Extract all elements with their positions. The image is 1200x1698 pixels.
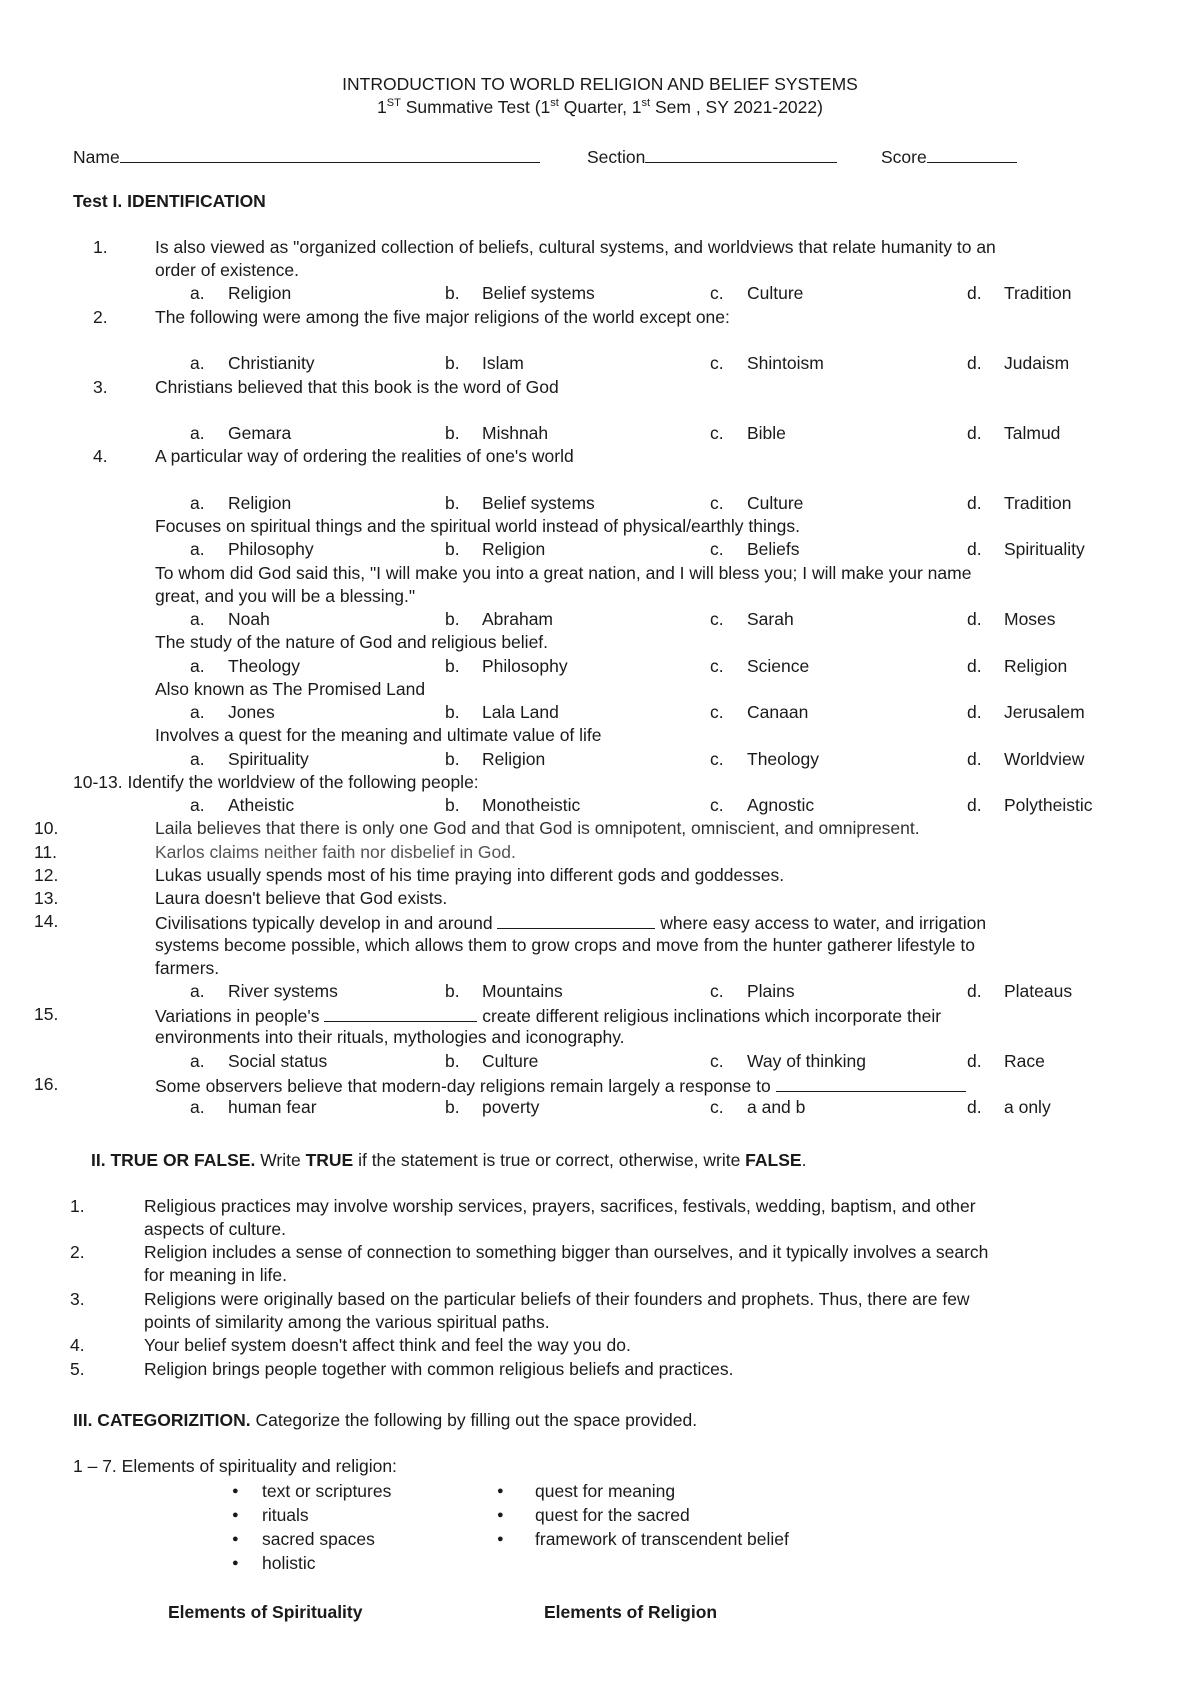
choice-option: Religion — [228, 493, 292, 513]
term-item: framework of transcendent belief — [535, 1529, 789, 1549]
choice-option: poverty — [482, 1097, 540, 1117]
tf-item-number: 1. — [70, 1196, 85, 1216]
term-item: rituals — [262, 1505, 309, 1525]
choice-letter: a. — [190, 702, 205, 722]
question-text: Laura doesn't believe that God exists. — [155, 888, 448, 908]
choice-option: Plains — [747, 981, 795, 1001]
choice-letter: c. — [710, 493, 724, 513]
question-number: 14. — [34, 911, 59, 931]
tf-item-number: 5. — [70, 1359, 85, 1379]
choice-letter: a. — [190, 1051, 205, 1071]
choice-letter: b. — [445, 795, 460, 815]
score-label: Score — [881, 147, 927, 167]
spirituality-column-label: Elements of Spirituality — [168, 1602, 363, 1622]
choice-letter: b. — [445, 609, 460, 629]
test2-instructions: II. TRUE OR FALSE. Write TRUE if the statement is true or correct, otherwise, write FALSE. — [91, 1150, 807, 1170]
choice-option: Christianity — [228, 353, 315, 373]
choice-letter: d. — [967, 981, 982, 1001]
choice-letter: d. — [967, 656, 982, 676]
choice-option: Jerusalem — [1004, 702, 1085, 722]
question-text: 10-13. Identify the worldview of the following people: — [73, 772, 479, 792]
question-number: 10. — [34, 818, 59, 838]
question-text: great, and you will be a blessing." — [155, 586, 416, 606]
choice-option: Race — [1004, 1051, 1045, 1071]
choice-letter: d. — [967, 423, 982, 443]
choice-letter: c. — [710, 795, 724, 815]
question-text: The study of the nature of God and religious belief. — [155, 632, 549, 652]
question-text: Civilisations typically develop in and around where easy access to water, and irrigation — [155, 913, 987, 933]
tf-item-text: Your belief system doesn't affect think and feel the way you do. — [144, 1335, 631, 1355]
question-number: 15. — [34, 1004, 59, 1024]
term-item: quest for the sacred — [535, 1505, 690, 1525]
test1-heading: Test I. IDENTIFICATION — [73, 191, 266, 211]
choice-letter: c. — [710, 283, 724, 303]
question-text: Christians believed that this book is the word of God — [155, 377, 559, 397]
choice-letter: c. — [710, 539, 724, 559]
choice-option: Philosophy — [228, 539, 314, 559]
question-text: systems become possible, which allows them to grow crops and move from the hunter gatherer lifestyle to — [155, 935, 975, 955]
choice-letter: b. — [445, 702, 460, 722]
choice-option: Mountains — [482, 981, 563, 1001]
choice-letter: b. — [445, 353, 460, 373]
question-text: To whom did God said this, "I will make you into a great nation, and I will bless you; I will make your name — [155, 563, 972, 583]
choice-option: Science — [747, 656, 810, 676]
tf-item-text: Religious practices may involve worship services, prayers, sacrifices, festivals, wedding, baptism, and other — [144, 1196, 976, 1216]
name-field[interactable] — [73, 145, 540, 168]
question-number: 4. — [93, 446, 108, 466]
bullet-icon: ● — [232, 1557, 239, 1569]
question-number: 16. — [34, 1074, 59, 1094]
score-field[interactable] — [881, 145, 1017, 168]
choice-letter: c. — [710, 749, 724, 769]
choice-option: Religion — [228, 283, 292, 303]
question-text: Is also viewed as "organized collection of beliefs, cultural systems, and worldviews that relate humanity to an — [155, 237, 996, 257]
bullet-icon: ● — [497, 1485, 504, 1497]
choice-option: Religion — [482, 539, 546, 559]
question-text: environments into their rituals, mythologies and iconography. — [155, 1027, 625, 1047]
tf-item-text: points of similarity among the various spiritual paths. — [144, 1312, 550, 1332]
choice-option: Spirituality — [1004, 539, 1085, 559]
question-text: Variations in people's create different religious inclinations which incorporate their — [155, 1006, 942, 1026]
tf-item-text: Religion brings people together with common religious beliefs and practices. — [144, 1359, 734, 1379]
question-text: Lukas usually spends most of his time praying into different gods and goddesses. — [155, 865, 785, 885]
choice-option: human fear — [228, 1097, 317, 1117]
choice-option: Atheistic — [228, 795, 295, 815]
choice-option: Culture — [482, 1051, 539, 1071]
choice-option: Islam — [482, 353, 524, 373]
choice-letter: d. — [967, 702, 982, 722]
choice-letter: b. — [445, 981, 460, 1001]
tf-item-number: 2. — [70, 1242, 85, 1262]
choice-letter: a. — [190, 493, 205, 513]
exam-title: INTRODUCTION TO WORLD RELIGION AND BELIEF SYSTEMS — [342, 74, 858, 94]
question-text: order of existence. — [155, 260, 299, 280]
choice-letter: d. — [967, 283, 982, 303]
choice-letter: c. — [710, 981, 724, 1001]
choice-letter: b. — [445, 539, 460, 559]
term-item: quest for meaning — [535, 1481, 676, 1501]
choice-option: Tradition — [1004, 493, 1072, 513]
choice-letter: d. — [967, 795, 982, 815]
section-field[interactable] — [587, 145, 837, 168]
choice-option: Shintoism — [747, 353, 824, 373]
question-number: 11. — [34, 842, 58, 862]
religion-column-label: Elements of Religion — [544, 1602, 718, 1622]
choice-option: a and b — [747, 1097, 806, 1117]
tf-item-text: for meaning in life. — [144, 1265, 287, 1285]
choice-option: Agnostic — [747, 795, 815, 815]
choice-letter: b. — [445, 749, 460, 769]
tf-item-number: 4. — [70, 1335, 85, 1355]
term-item: holistic — [262, 1553, 316, 1573]
choice-option: Bible — [747, 423, 786, 443]
bullet-icon: ● — [232, 1533, 239, 1545]
choice-letter: d. — [967, 353, 982, 373]
choice-letter: a. — [190, 749, 205, 769]
test3-subheading: 1 – 7. Elements of spirituality and religion: — [73, 1456, 397, 1476]
question-number: 2. — [93, 307, 108, 327]
choice-letter: b. — [445, 1097, 460, 1117]
choice-letter: b. — [445, 1051, 460, 1071]
choice-letter: d. — [967, 609, 982, 629]
choice-letter: a. — [190, 423, 205, 443]
choice-option: River systems — [228, 981, 338, 1001]
tf-item-text: Religions were originally based on the particular beliefs of their founders and prophets. Thus, there are few — [144, 1289, 970, 1309]
bullet-icon: ● — [232, 1509, 239, 1521]
choice-option: Culture — [747, 493, 804, 513]
choice-option: Worldview — [1004, 749, 1085, 769]
choice-option: Polytheistic — [1004, 795, 1093, 815]
choice-option: Social status — [228, 1051, 328, 1071]
bullet-icon: ● — [497, 1533, 504, 1545]
choice-letter: a. — [190, 539, 205, 559]
choice-letter: a. — [190, 1097, 205, 1117]
bullet-icon: ● — [232, 1485, 239, 1497]
question-text: Involves a quest for the meaning and ultimate value of life — [155, 725, 602, 745]
question-text: Karlos claims neither faith nor disbelief in God. — [155, 842, 516, 862]
choice-letter: c. — [710, 1051, 724, 1071]
test3-instructions: III. CATEGORIZITION. Categorize the following by filling out the space provided. — [73, 1410, 698, 1430]
choice-letter: b. — [445, 656, 460, 676]
section-label: Section — [587, 147, 646, 167]
tf-item-text: aspects of culture. — [144, 1219, 287, 1239]
choice-letter: d. — [967, 1051, 982, 1071]
choice-option: Way of thinking — [747, 1051, 866, 1071]
question-number: 3. — [93, 377, 108, 397]
choice-letter: b. — [445, 423, 460, 443]
choice-option: Belief systems — [482, 493, 595, 513]
choice-letter: d. — [967, 749, 982, 769]
question-text: farmers. — [155, 958, 220, 978]
choice-letter: c. — [710, 423, 724, 443]
choice-letter: a. — [190, 283, 205, 303]
choice-option: Theology — [747, 749, 819, 769]
choice-option: Beliefs — [747, 539, 800, 559]
exam-subtitle: 1ST Summative Test (1st Quarter, 1st Sem , SY 2021-2022) — [377, 97, 823, 117]
question-text: The following were among the five major religions of the world except one: — [155, 307, 730, 327]
question-text: Focuses on spiritual things and the spiritual world instead of physical/earthly things. — [155, 516, 800, 536]
choice-letter: c. — [710, 702, 724, 722]
choice-letter: b. — [445, 283, 460, 303]
question-number: 12. — [34, 865, 59, 885]
term-item: text or scriptures — [262, 1481, 392, 1501]
choice-option: Judaism — [1004, 353, 1070, 373]
choice-option: a only — [1004, 1097, 1051, 1117]
choice-option: Culture — [747, 283, 804, 303]
choice-letter: d. — [967, 1097, 982, 1117]
choice-option: Lala Land — [482, 702, 559, 722]
tf-item-text: Religion includes a sense of connection to something bigger than ourselves, and it typically involves a search — [144, 1242, 989, 1262]
name-label: Name — [73, 147, 120, 167]
question-number: 13. — [34, 888, 59, 908]
choice-option: Canaan — [747, 702, 809, 722]
question-number: 1. — [93, 237, 108, 257]
choice-letter: d. — [967, 493, 982, 513]
choice-option: Religion — [482, 749, 546, 769]
choice-option: Mishnah — [482, 423, 549, 443]
choice-letter: a. — [190, 609, 205, 629]
choice-option: Spirituality — [228, 749, 309, 769]
question-text: A particular way of ordering the realities of one's world — [155, 446, 574, 466]
question-text: Laila believes that there is only one God and that God is omnipotent, omniscient, and omnipresent. — [155, 818, 920, 838]
choice-option: Monotheistic — [482, 795, 581, 815]
question-text: Some observers believe that modern-day religions remain largely a response to — [155, 1074, 966, 1097]
choice-option: Gemara — [228, 423, 292, 443]
choice-letter: b. — [445, 493, 460, 513]
bullet-icon: ● — [497, 1509, 504, 1521]
question-text: Also known as The Promised Land — [155, 679, 426, 699]
choice-letter: a. — [190, 353, 205, 373]
choice-option: Sarah — [747, 609, 794, 629]
choice-option: Abraham — [482, 609, 554, 629]
choice-letter: d. — [967, 539, 982, 559]
choice-option: Religion — [1004, 656, 1068, 676]
choice-option: Noah — [228, 609, 270, 629]
choice-option: Philosophy — [482, 656, 568, 676]
choice-letter: c. — [710, 1097, 724, 1117]
choice-option: Moses — [1004, 609, 1056, 629]
tf-item-number: 3. — [70, 1289, 85, 1309]
choice-option: Talmud — [1004, 423, 1061, 443]
choice-option: Jones — [228, 702, 275, 722]
choice-option: Belief systems — [482, 283, 595, 303]
choice-letter: a. — [190, 981, 205, 1001]
choice-option: Tradition — [1004, 283, 1072, 303]
choice-letter: c. — [710, 656, 724, 676]
choice-letter: c. — [710, 353, 724, 373]
choice-letter: a. — [190, 795, 205, 815]
choice-letter: a. — [190, 656, 205, 676]
choice-letter: c. — [710, 609, 724, 629]
choice-option: Plateaus — [1004, 981, 1073, 1001]
choice-option: Theology — [228, 656, 300, 676]
term-item: sacred spaces — [262, 1529, 375, 1549]
